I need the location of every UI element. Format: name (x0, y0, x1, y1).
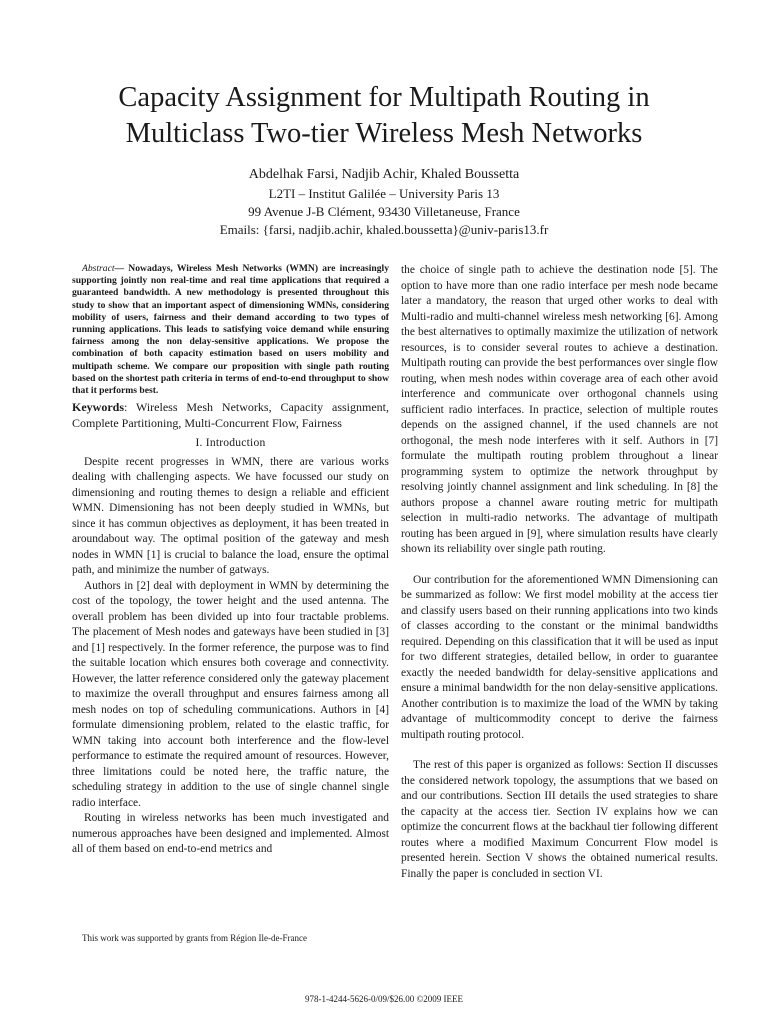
author-emails: Emails: {farsi, nadjib.achir, khaled.boussetta}@univ-paris13.fr (219, 222, 549, 237)
keywords-label: Keywords (72, 400, 124, 415)
copyright-footer: 978-1-4244-5626-0/09/$26.00 ©2009 IEEE (304, 994, 464, 1004)
author-address: 99 Avenue J-B Clément, 93430 Villetaneuse, France (248, 204, 520, 219)
left-column (72, 263, 389, 858)
author-affiliation: L2TI – Institut Galilée – University Paris 13 (268, 186, 500, 201)
organization-paragraph: The rest of this paper is organized as follows: Section II discusses the considered network topology, the assumptions that we based on and our contributions. Section III details the used strategies to share the capacity at the access tier. Section IV explains how we can optimize the concurrent flows at the backhaul tier following different routes where a modified Maximum Concurrent Flow model is presented herein. Section V shows the obtained numerical results. Finally the paper is concluded in section VI. (401, 759, 718, 880)
abstract (72, 263, 389, 397)
funding-footnote: This work was supported by grants from Région Ile-de-France (82, 933, 307, 943)
paper-title: Capacity Assignment for Multipath Routing in Multiclass Two-tier Wireless Mesh Networks (118, 82, 650, 149)
keywords-text: : Wireless Mesh Networks, Capacity assignment, Complete Partitioning, Multi-Concurrent Flow, Fairness (72, 400, 389, 431)
abstract-label: Abstract (82, 263, 115, 274)
intro-paragraph-3: Routing in wireless networks has been much investigated and numerous approaches have been designed and implemented. Almost all of them based on end-to-end metrics and (72, 812, 389, 856)
right-column (401, 263, 718, 882)
intro-paragraph-2: Authors in [2] deal with deployment in WMN by determining the cost of the topology, the tower height and the used antenna. The overall problem has been divided up into four tractable problems. The placement of Mesh nodes and gateways have been studied in [3] and [1] respectively. In the former reference, the purpose was to find the suitable location which ensures both coverage and connectivity. However, the latter reference considered only the gateway placement to maximize the overall throughput and ensures fairness among all mesh nodes on top of scheduling communications. Authors in [4] formulate dimensioning problem, related to the elastic traffic, for WMN taking into account both interference and the flow-level performance to estimate the required amount of resources. However, three limitations could be noted here, the traffic nature, the scheduling strategy in addition to the use of single channel single radio interface. (72, 579, 389, 809)
section-heading-introduction: I. Introduction (195, 436, 266, 450)
keywords (72, 399, 389, 431)
abstract-text: — Nowadays, Wireless Mesh Networks (WMN) are increasingly supporting jointly non real-time and real time applications that required a guaranteed bandwidth. A new methodology is presented throughout this study to show that an important aspect of dimensioning WMNs, considering mobility of users, fairness and their demand according to two types of running applications. This leads to satisfying voice demand while ensuring fairness among the non delay-sensitive applications. We propose the combination of both capacity estimation based on users mobility and multipath scheme. We compare our proposition with single path routing based on the shortest path criteria in terms of end-to-end throughput to show that it performs best. (72, 263, 389, 397)
contribution-paragraph: Our contribution for the aforementioned WMN Dimensioning can be summarized as follow: We first model mobility at the access tier and classify users based on their running applications into two kinds of classes according to the constant or the minimal bandwidths required. Depending on this classification that it will be used as input for two different strategies, detailed bellow, in order to guarantee exactly the needed bandwidth for delay-sensitive applications and ensure a minimal bandwidth for the non delay-sensitive applications. Another contribution is to maximize the load of the WMN by taking advantage of multicommodity concept to derive the fairness multipath routing protocol. (401, 573, 718, 741)
right-paragraph-1: the choice of single path to achieve the destination node [5]. The option to have more than one radio interface per mesh node became later a mandatory, the reason that urged other works to deal with Multi-radio and multi-channel wireless mesh networking [6]. Among the best alternatives to optimally maximize the utilization of network resources, is to consider several routes to achieve a destination. Multipath routing can provide the best performances over single flow routing, when mesh nodes within coverage area of each other avoid interference and communicate over orthogonal channels using sufficient radio interfaces. In practice, selection of multiple routes depends on the assigned channel, if the used channels are not orthogonal, the mesh node interferes with it self. Authors in [7] formulate the multipath routing problem throughout a linear programming system to optimize the network throughput by resolving jointly channel assignment and link scheduling. In [8] the authors propose a channel aware routing metric for multipath selection in multi-radio networks. The advantage of multipath routing has been argued in [9], where simulation results have clearly shown its reliability over single path routing. (401, 264, 718, 555)
author-block (60, 166, 708, 239)
intro-paragraph-1: Despite recent progresses in WMN, there are various works dealing with challenging aspects. We have focussed our study on dimensioning and routing themes to design a reliable and efficient WMN. Dimensioning has not been deeply studied in WMNs, but since it has commun objectives as deployment, it has been treated in aroundabout way. The optimal position of the gateway and mesh nodes in WMN [1] is crucial to balance the load, ensure the optimal path, and minimize the number of gatways. (72, 455, 389, 577)
author-names: Abdelhak Farsi, Nadjib Achir, Khaled Boussetta (248, 167, 520, 182)
